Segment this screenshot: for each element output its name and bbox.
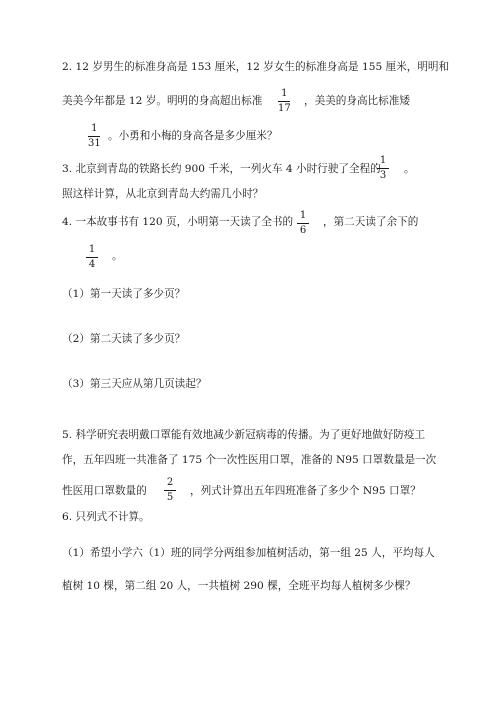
problem-4-line-1b: ，第二天读了余下的 [323, 216, 419, 228]
problem-5-line-3b: ，列式计算出五年四班准备了多少个 N95 口罩？ [190, 485, 421, 497]
fraction-1-3 [377, 155, 389, 182]
problem-6-line-2: 植树 10 棵，第二组 20 人，一共植树 290 棵，全班平均每人植树多少棵？ [62, 580, 416, 592]
fraction-1-6 [297, 210, 309, 237]
fraction-bar [377, 168, 389, 169]
fraction-numerator: 1 [88, 244, 96, 255]
problem-5-line-1: 5. 科学研究表明戴口罩能有效地减少新冠病毒的传播。为了更好地做好防疫工 [62, 429, 426, 441]
fraction-denominator: 4 [88, 259, 96, 270]
fraction-denominator: 31 [88, 138, 101, 149]
problem-4-question-3: （3）第三天应从第几页读起？ [62, 378, 207, 390]
problem-4-line-1a: 4. 一本故事书有 120 页，小明第一天读了全书的 [62, 216, 294, 228]
problem-2-line-3: 。小勇和小梅的身高各是多少厘米？ [108, 130, 278, 142]
fraction-1-4 [86, 244, 98, 271]
fraction-bar [86, 257, 98, 258]
fraction-bar [278, 101, 290, 102]
problem-4-question-1: （1）第一天读了多少页？ [62, 288, 186, 300]
problem-5-line-2: 作，五年四班一共准备了 175 个一次性医用口罩，准备的 N95 口罩数量是一次 [62, 454, 437, 466]
problem-5-line-3a: 性医用口罩数量的 [62, 485, 147, 497]
problem-2-line-2b: ，美美的身高比标准矮 [304, 95, 410, 107]
problem-2-line-1: 2. 12 岁男生的标准身高是 153 厘米，12 岁女生的标准身高是 155 厘米，明明和 [62, 61, 450, 73]
problem-6-title: 6. 只列式不计算。 [62, 511, 150, 523]
problem-3-line-2: 照这样计算，从北京到青岛大约需几小时？ [62, 188, 264, 200]
fraction-1-31 [86, 123, 103, 150]
fraction-numerator: 1 [299, 210, 307, 221]
problem-3-line-1b: 。 [404, 163, 415, 175]
fraction-denominator: 6 [299, 225, 307, 236]
fraction-numerator: 2 [166, 477, 174, 488]
fraction-bar [88, 136, 100, 137]
fraction-bar [297, 223, 309, 224]
problem-4-line-2: 。 [112, 250, 123, 262]
fraction-bar [164, 490, 176, 491]
fraction-denominator: 5 [166, 492, 174, 503]
fraction-1-17 [276, 88, 293, 115]
fraction-numerator: 1 [281, 88, 288, 99]
problem-2-line-2a: 美美今年都是 12 岁。明明的身高超出标准 [62, 95, 263, 107]
problem-3-line-1a: 3. 北京到青岛的铁路长约 900 千米，一列火车 4 小时行驶了全程的 [62, 163, 381, 175]
fraction-denominator: 17 [278, 103, 291, 114]
fraction-numerator: 1 [379, 155, 387, 166]
fraction-denominator: 3 [379, 170, 387, 181]
problem-6-line-1: （1）希望小学六（1）班的同学分两组参加植树活动，第一组 25 人，平均每人 [62, 547, 435, 559]
fraction-2-5 [164, 477, 176, 504]
fraction-numerator: 1 [91, 123, 98, 134]
problem-4-question-2: （2）第二天读了多少页？ [62, 333, 186, 345]
